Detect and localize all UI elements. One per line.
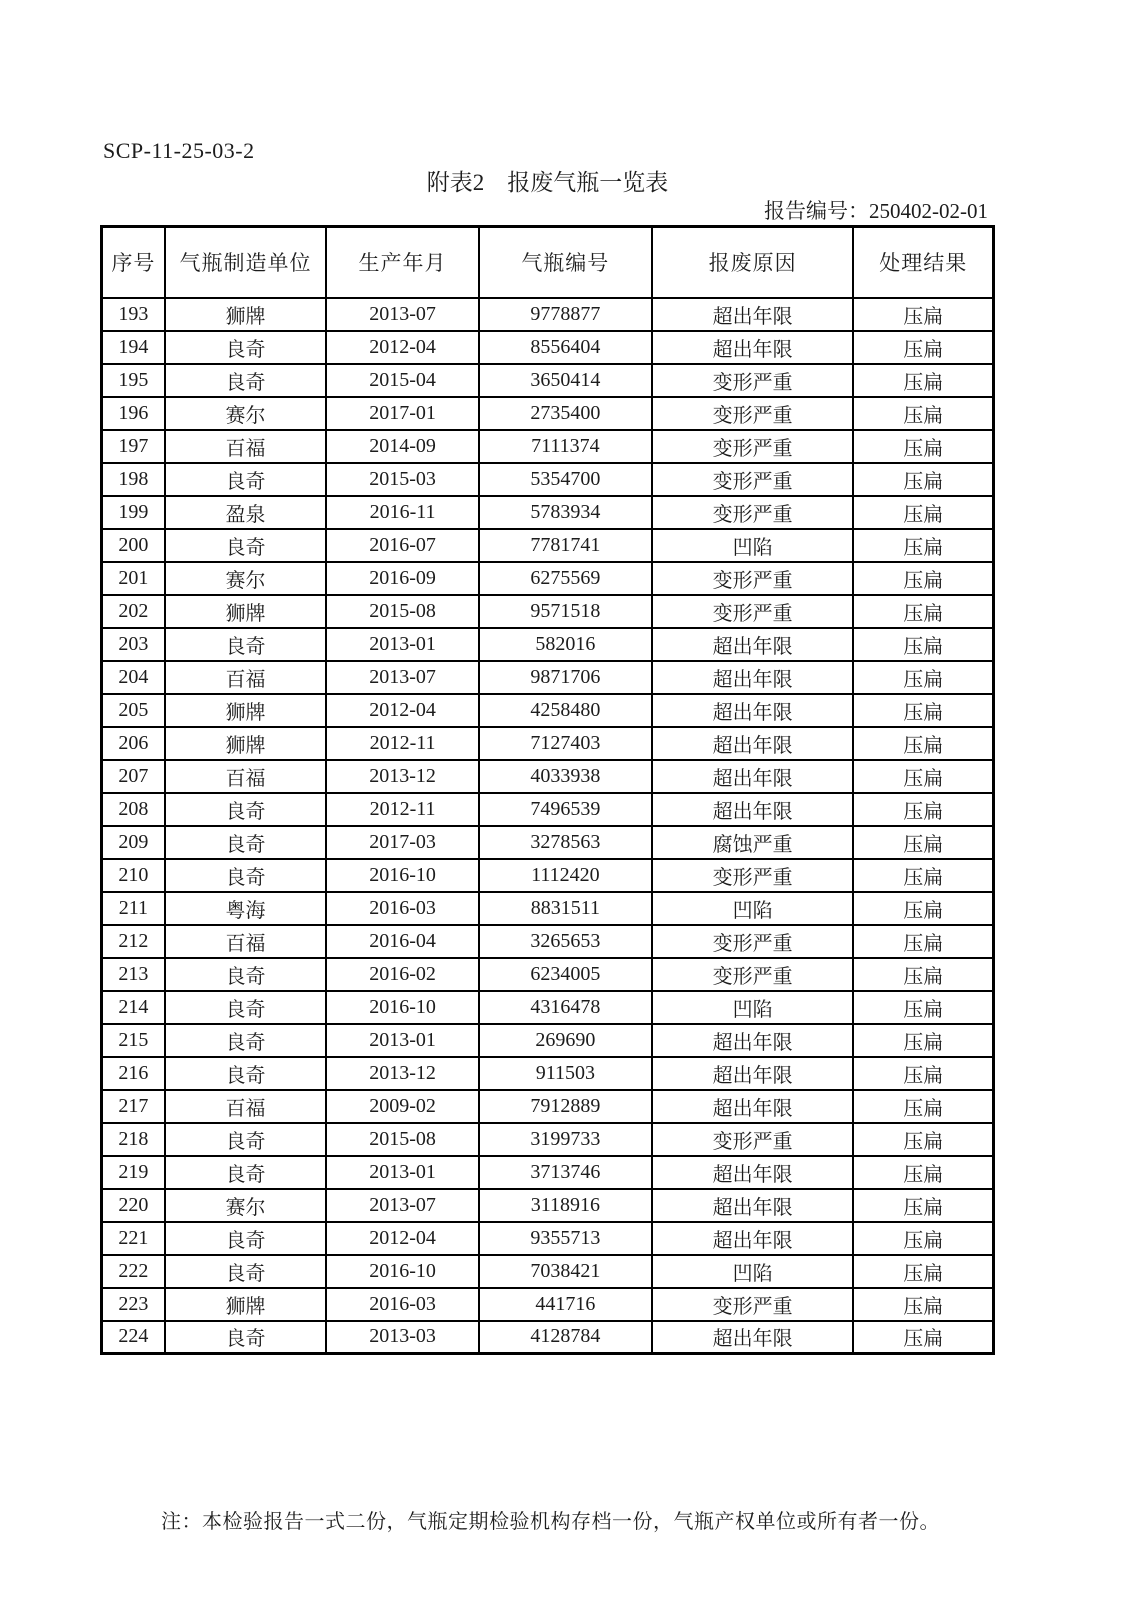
table-cell: 良奇 bbox=[165, 529, 326, 562]
table-cell: 超出年限 bbox=[652, 1156, 854, 1189]
table-cell: 2013-07 bbox=[326, 661, 479, 694]
table-cell: 5783934 bbox=[479, 496, 652, 529]
table-cell: 赛尔 bbox=[165, 562, 326, 595]
table-cell: 2016-04 bbox=[326, 925, 479, 958]
table-cell: 压扁 bbox=[853, 1057, 993, 1090]
report-number-label: 报告编号： bbox=[764, 199, 869, 223]
table-cell: 超出年限 bbox=[652, 1321, 854, 1354]
table-cell: 2016-10 bbox=[326, 1255, 479, 1288]
table-body bbox=[102, 298, 994, 1354]
table-cell: 1112420 bbox=[479, 859, 652, 892]
table-row bbox=[102, 463, 994, 496]
table-cell: 4258480 bbox=[479, 694, 652, 727]
table-cell: 百福 bbox=[165, 760, 326, 793]
table-cell: 压扁 bbox=[853, 991, 993, 1024]
table-cell: 2013-03 bbox=[326, 1321, 479, 1354]
table-cell: 3199733 bbox=[479, 1123, 652, 1156]
table-cell: 超出年限 bbox=[652, 628, 854, 661]
table-cell: 压扁 bbox=[853, 859, 993, 892]
column-header: 序号 bbox=[102, 227, 165, 298]
table-cell: 441716 bbox=[479, 1288, 652, 1321]
table-cell: 5354700 bbox=[479, 463, 652, 496]
table-cell: 9571518 bbox=[479, 595, 652, 628]
table-cell: 变形严重 bbox=[652, 364, 854, 397]
table-cell: 百福 bbox=[165, 430, 326, 463]
table-row bbox=[102, 727, 994, 760]
table-cell: 变形严重 bbox=[652, 925, 854, 958]
table-cell: 2735400 bbox=[479, 397, 652, 430]
table-row bbox=[102, 1222, 994, 1255]
table-cell: 2016-11 bbox=[326, 496, 479, 529]
table-cell: 超出年限 bbox=[652, 1024, 854, 1057]
table-cell: 变形严重 bbox=[652, 562, 854, 595]
table-row bbox=[102, 1255, 994, 1288]
table-cell: 2013-12 bbox=[326, 760, 479, 793]
table-cell: 超出年限 bbox=[652, 1090, 854, 1123]
table-cell: 212 bbox=[102, 925, 165, 958]
table-cell: 良奇 bbox=[165, 1321, 326, 1354]
table-row bbox=[102, 1123, 994, 1156]
table-cell: 2016-03 bbox=[326, 1288, 479, 1321]
table-cell: 凹陷 bbox=[652, 529, 854, 562]
table-cell: 210 bbox=[102, 859, 165, 892]
table-cell: 195 bbox=[102, 364, 165, 397]
table-row bbox=[102, 595, 994, 628]
table-cell: 911503 bbox=[479, 1057, 652, 1090]
table-cell: 2016-07 bbox=[326, 529, 479, 562]
table-cell: 3713746 bbox=[479, 1156, 652, 1189]
table-cell: 变形严重 bbox=[652, 859, 854, 892]
table-cell: 良奇 bbox=[165, 1057, 326, 1090]
table-cell: 4316478 bbox=[479, 991, 652, 1024]
table-cell: 9355713 bbox=[479, 1222, 652, 1255]
table-cell: 2013-01 bbox=[326, 1156, 479, 1189]
table-cell: 超出年限 bbox=[652, 331, 854, 364]
table-row bbox=[102, 364, 994, 397]
table-cell: 7127403 bbox=[479, 727, 652, 760]
table-cell: 压扁 bbox=[853, 595, 993, 628]
table-cell: 良奇 bbox=[165, 991, 326, 1024]
table-cell: 4033938 bbox=[479, 760, 652, 793]
table-cell: 7496539 bbox=[479, 793, 652, 826]
table-cell: 压扁 bbox=[853, 364, 993, 397]
table-cell: 凹陷 bbox=[652, 991, 854, 1024]
table-row bbox=[102, 859, 994, 892]
table-row bbox=[102, 1156, 994, 1189]
table-cell: 压扁 bbox=[853, 958, 993, 991]
table-cell: 变形严重 bbox=[652, 1123, 854, 1156]
table-cell: 赛尔 bbox=[165, 397, 326, 430]
table-cell: 超出年限 bbox=[652, 793, 854, 826]
table-row bbox=[102, 1288, 994, 1321]
table-cell: 超出年限 bbox=[652, 1189, 854, 1222]
table-row bbox=[102, 991, 994, 1024]
table-cell: 良奇 bbox=[165, 331, 326, 364]
table-cell: 582016 bbox=[479, 628, 652, 661]
table-cell: 8831511 bbox=[479, 892, 652, 925]
table-cell: 200 bbox=[102, 529, 165, 562]
table-cell: 220 bbox=[102, 1189, 165, 1222]
table-cell: 197 bbox=[102, 430, 165, 463]
table-cell: 压扁 bbox=[853, 1024, 993, 1057]
table-cell: 2012-04 bbox=[326, 1222, 479, 1255]
table-cell: 9778877 bbox=[479, 298, 652, 331]
table-cell: 压扁 bbox=[853, 1255, 993, 1288]
table-cell: 196 bbox=[102, 397, 165, 430]
table-cell: 压扁 bbox=[853, 397, 993, 430]
table-cell: 211 bbox=[102, 892, 165, 925]
table-cell: 215 bbox=[102, 1024, 165, 1057]
table-cell: 7038421 bbox=[479, 1255, 652, 1288]
table-cell: 8556404 bbox=[479, 331, 652, 364]
table-cell: 202 bbox=[102, 595, 165, 628]
table-cell: 良奇 bbox=[165, 1024, 326, 1057]
table-cell: 201 bbox=[102, 562, 165, 595]
table-cell: 良奇 bbox=[165, 1222, 326, 1255]
table-cell: 6234005 bbox=[479, 958, 652, 991]
table-cell: 凹陷 bbox=[652, 1255, 854, 1288]
table-row bbox=[102, 1189, 994, 1222]
table-cell: 3650414 bbox=[479, 364, 652, 397]
table-cell: 超出年限 bbox=[652, 727, 854, 760]
page-title: 附表2 报废气瓶一览表 bbox=[426, 170, 669, 195]
table-cell: 压扁 bbox=[853, 892, 993, 925]
table-row bbox=[102, 826, 994, 859]
table-cell: 194 bbox=[102, 331, 165, 364]
table-cell: 狮牌 bbox=[165, 727, 326, 760]
report-number-line bbox=[100, 195, 988, 225]
table-cell: 变形严重 bbox=[652, 430, 854, 463]
table-cell: 良奇 bbox=[165, 793, 326, 826]
table-cell: 269690 bbox=[479, 1024, 652, 1057]
table-cell: 209 bbox=[102, 826, 165, 859]
table-row bbox=[102, 298, 994, 331]
table-row bbox=[102, 925, 994, 958]
table-cell: 3118916 bbox=[479, 1189, 652, 1222]
table-cell: 良奇 bbox=[165, 826, 326, 859]
table-row bbox=[102, 1321, 994, 1354]
table-cell: 222 bbox=[102, 1255, 165, 1288]
table-cell: 压扁 bbox=[853, 562, 993, 595]
table-cell: 变形严重 bbox=[652, 496, 854, 529]
table-header-row bbox=[102, 227, 994, 298]
table-row bbox=[102, 793, 994, 826]
table-cell: 压扁 bbox=[853, 1288, 993, 1321]
table-cell: 良奇 bbox=[165, 364, 326, 397]
table-cell: 良奇 bbox=[165, 628, 326, 661]
table-row bbox=[102, 628, 994, 661]
column-header: 气瓶编号 bbox=[479, 227, 652, 298]
table-cell: 2012-04 bbox=[326, 694, 479, 727]
footer-note: 注：本检验报告一式二份，气瓶定期检验机构存档一份，气瓶产权单位或所有者一份。 bbox=[161, 1511, 940, 1533]
table-cell: 良奇 bbox=[165, 859, 326, 892]
table-row bbox=[102, 694, 994, 727]
table-cell: 2013-01 bbox=[326, 1024, 479, 1057]
column-header: 气瓶制造单位 bbox=[165, 227, 326, 298]
table-cell: 208 bbox=[102, 793, 165, 826]
table-cell: 良奇 bbox=[165, 1156, 326, 1189]
table-cell: 213 bbox=[102, 958, 165, 991]
scrapped-cylinder-table bbox=[100, 225, 995, 1355]
table-cell: 2009-02 bbox=[326, 1090, 479, 1123]
table-cell: 3278563 bbox=[479, 826, 652, 859]
table-cell: 凹陷 bbox=[652, 892, 854, 925]
table-cell: 超出年限 bbox=[652, 1057, 854, 1090]
table-cell: 205 bbox=[102, 694, 165, 727]
table-cell: 7912889 bbox=[479, 1090, 652, 1123]
table-cell: 压扁 bbox=[853, 925, 993, 958]
table-cell: 压扁 bbox=[853, 331, 993, 364]
report-number-value: 250402-02-01 bbox=[869, 199, 988, 223]
table-cell: 变形严重 bbox=[652, 958, 854, 991]
table-cell: 224 bbox=[102, 1321, 165, 1354]
column-header: 生产年月 bbox=[326, 227, 479, 298]
table-cell: 变形严重 bbox=[652, 397, 854, 430]
table-cell: 218 bbox=[102, 1123, 165, 1156]
table-cell: 粤海 bbox=[165, 892, 326, 925]
table-cell: 2012-11 bbox=[326, 793, 479, 826]
table-cell: 219 bbox=[102, 1156, 165, 1189]
table-cell: 良奇 bbox=[165, 1123, 326, 1156]
table-row bbox=[102, 331, 994, 364]
table-cell: 2016-09 bbox=[326, 562, 479, 595]
table-cell: 193 bbox=[102, 298, 165, 331]
table-cell: 狮牌 bbox=[165, 1288, 326, 1321]
table-cell: 超出年限 bbox=[652, 694, 854, 727]
table-cell: 2016-03 bbox=[326, 892, 479, 925]
table-cell: 压扁 bbox=[853, 727, 993, 760]
table-cell: 4128784 bbox=[479, 1321, 652, 1354]
table-cell: 压扁 bbox=[853, 1189, 993, 1222]
table-cell: 2015-08 bbox=[326, 595, 479, 628]
table-cell: 2013-07 bbox=[326, 298, 479, 331]
table-cell: 变形严重 bbox=[652, 463, 854, 496]
table-cell: 超出年限 bbox=[652, 1222, 854, 1255]
table-cell: 超出年限 bbox=[652, 760, 854, 793]
table-cell: 狮牌 bbox=[165, 694, 326, 727]
table-cell: 良奇 bbox=[165, 1255, 326, 1288]
table-cell: 2013-12 bbox=[326, 1057, 479, 1090]
table-cell: 赛尔 bbox=[165, 1189, 326, 1222]
table-cell: 199 bbox=[102, 496, 165, 529]
table-cell: 超出年限 bbox=[652, 298, 854, 331]
table-cell: 3265653 bbox=[479, 925, 652, 958]
table-cell: 压扁 bbox=[853, 628, 993, 661]
table-cell: 压扁 bbox=[853, 793, 993, 826]
table-cell: 良奇 bbox=[165, 958, 326, 991]
table-cell: 7111374 bbox=[479, 430, 652, 463]
table-cell: 204 bbox=[102, 661, 165, 694]
table-cell: 压扁 bbox=[853, 529, 993, 562]
column-header: 报废原因 bbox=[652, 227, 854, 298]
table-row bbox=[102, 496, 994, 529]
table-cell: 6275569 bbox=[479, 562, 652, 595]
table-cell: 2017-01 bbox=[326, 397, 479, 430]
table-row bbox=[102, 760, 994, 793]
table-cell: 压扁 bbox=[853, 661, 993, 694]
table-cell: 压扁 bbox=[853, 463, 993, 496]
table-cell: 压扁 bbox=[853, 1123, 993, 1156]
table-cell: 2013-01 bbox=[326, 628, 479, 661]
table-cell: 良奇 bbox=[165, 463, 326, 496]
table-cell: 压扁 bbox=[853, 760, 993, 793]
table-cell: 压扁 bbox=[853, 1090, 993, 1123]
table-row bbox=[102, 892, 994, 925]
table-row bbox=[102, 1090, 994, 1123]
table-cell: 2014-09 bbox=[326, 430, 479, 463]
table-cell: 2015-04 bbox=[326, 364, 479, 397]
table-cell: 盈泉 bbox=[165, 496, 326, 529]
table-cell: 221 bbox=[102, 1222, 165, 1255]
table-row bbox=[102, 397, 994, 430]
column-header: 处理结果 bbox=[853, 227, 993, 298]
doc-code: SCP-11-25-03-2 bbox=[103, 138, 255, 163]
table-cell: 超出年限 bbox=[652, 661, 854, 694]
table-cell: 203 bbox=[102, 628, 165, 661]
table-cell: 压扁 bbox=[853, 694, 993, 727]
table-cell: 2015-08 bbox=[326, 1123, 479, 1156]
table-cell: 百福 bbox=[165, 1090, 326, 1123]
table-cell: 压扁 bbox=[853, 496, 993, 529]
table-cell: 压扁 bbox=[853, 1156, 993, 1189]
table-cell: 压扁 bbox=[853, 298, 993, 331]
table-cell: 2017-03 bbox=[326, 826, 479, 859]
table-cell: 206 bbox=[102, 727, 165, 760]
table-cell: 腐蚀严重 bbox=[652, 826, 854, 859]
table-cell: 百福 bbox=[165, 925, 326, 958]
table-cell: 214 bbox=[102, 991, 165, 1024]
table-cell: 变形严重 bbox=[652, 1288, 854, 1321]
table-cell: 变形严重 bbox=[652, 595, 854, 628]
table-cell: 207 bbox=[102, 760, 165, 793]
table-cell: 216 bbox=[102, 1057, 165, 1090]
table-cell: 压扁 bbox=[853, 826, 993, 859]
table-row bbox=[102, 562, 994, 595]
table-cell: 2015-03 bbox=[326, 463, 479, 496]
table-cell: 2016-02 bbox=[326, 958, 479, 991]
table-cell: 2016-10 bbox=[326, 859, 479, 892]
table-cell: 2012-04 bbox=[326, 331, 479, 364]
table-cell: 压扁 bbox=[853, 430, 993, 463]
table-cell: 2016-10 bbox=[326, 991, 479, 1024]
table-row bbox=[102, 958, 994, 991]
table-cell: 2012-11 bbox=[326, 727, 479, 760]
table-cell: 223 bbox=[102, 1288, 165, 1321]
table-row bbox=[102, 1057, 994, 1090]
table-row bbox=[102, 661, 994, 694]
table-cell: 狮牌 bbox=[165, 595, 326, 628]
table-cell: 198 bbox=[102, 463, 165, 496]
table-cell: 7781741 bbox=[479, 529, 652, 562]
table-row bbox=[102, 1024, 994, 1057]
table-cell: 百福 bbox=[165, 661, 326, 694]
table-row bbox=[102, 529, 994, 562]
table-cell: 2013-07 bbox=[326, 1189, 479, 1222]
table-cell: 9871706 bbox=[479, 661, 652, 694]
table-cell: 压扁 bbox=[853, 1321, 993, 1354]
table-row bbox=[102, 430, 994, 463]
table-cell: 压扁 bbox=[853, 1222, 993, 1255]
table-cell: 217 bbox=[102, 1090, 165, 1123]
table-cell: 狮牌 bbox=[165, 298, 326, 331]
